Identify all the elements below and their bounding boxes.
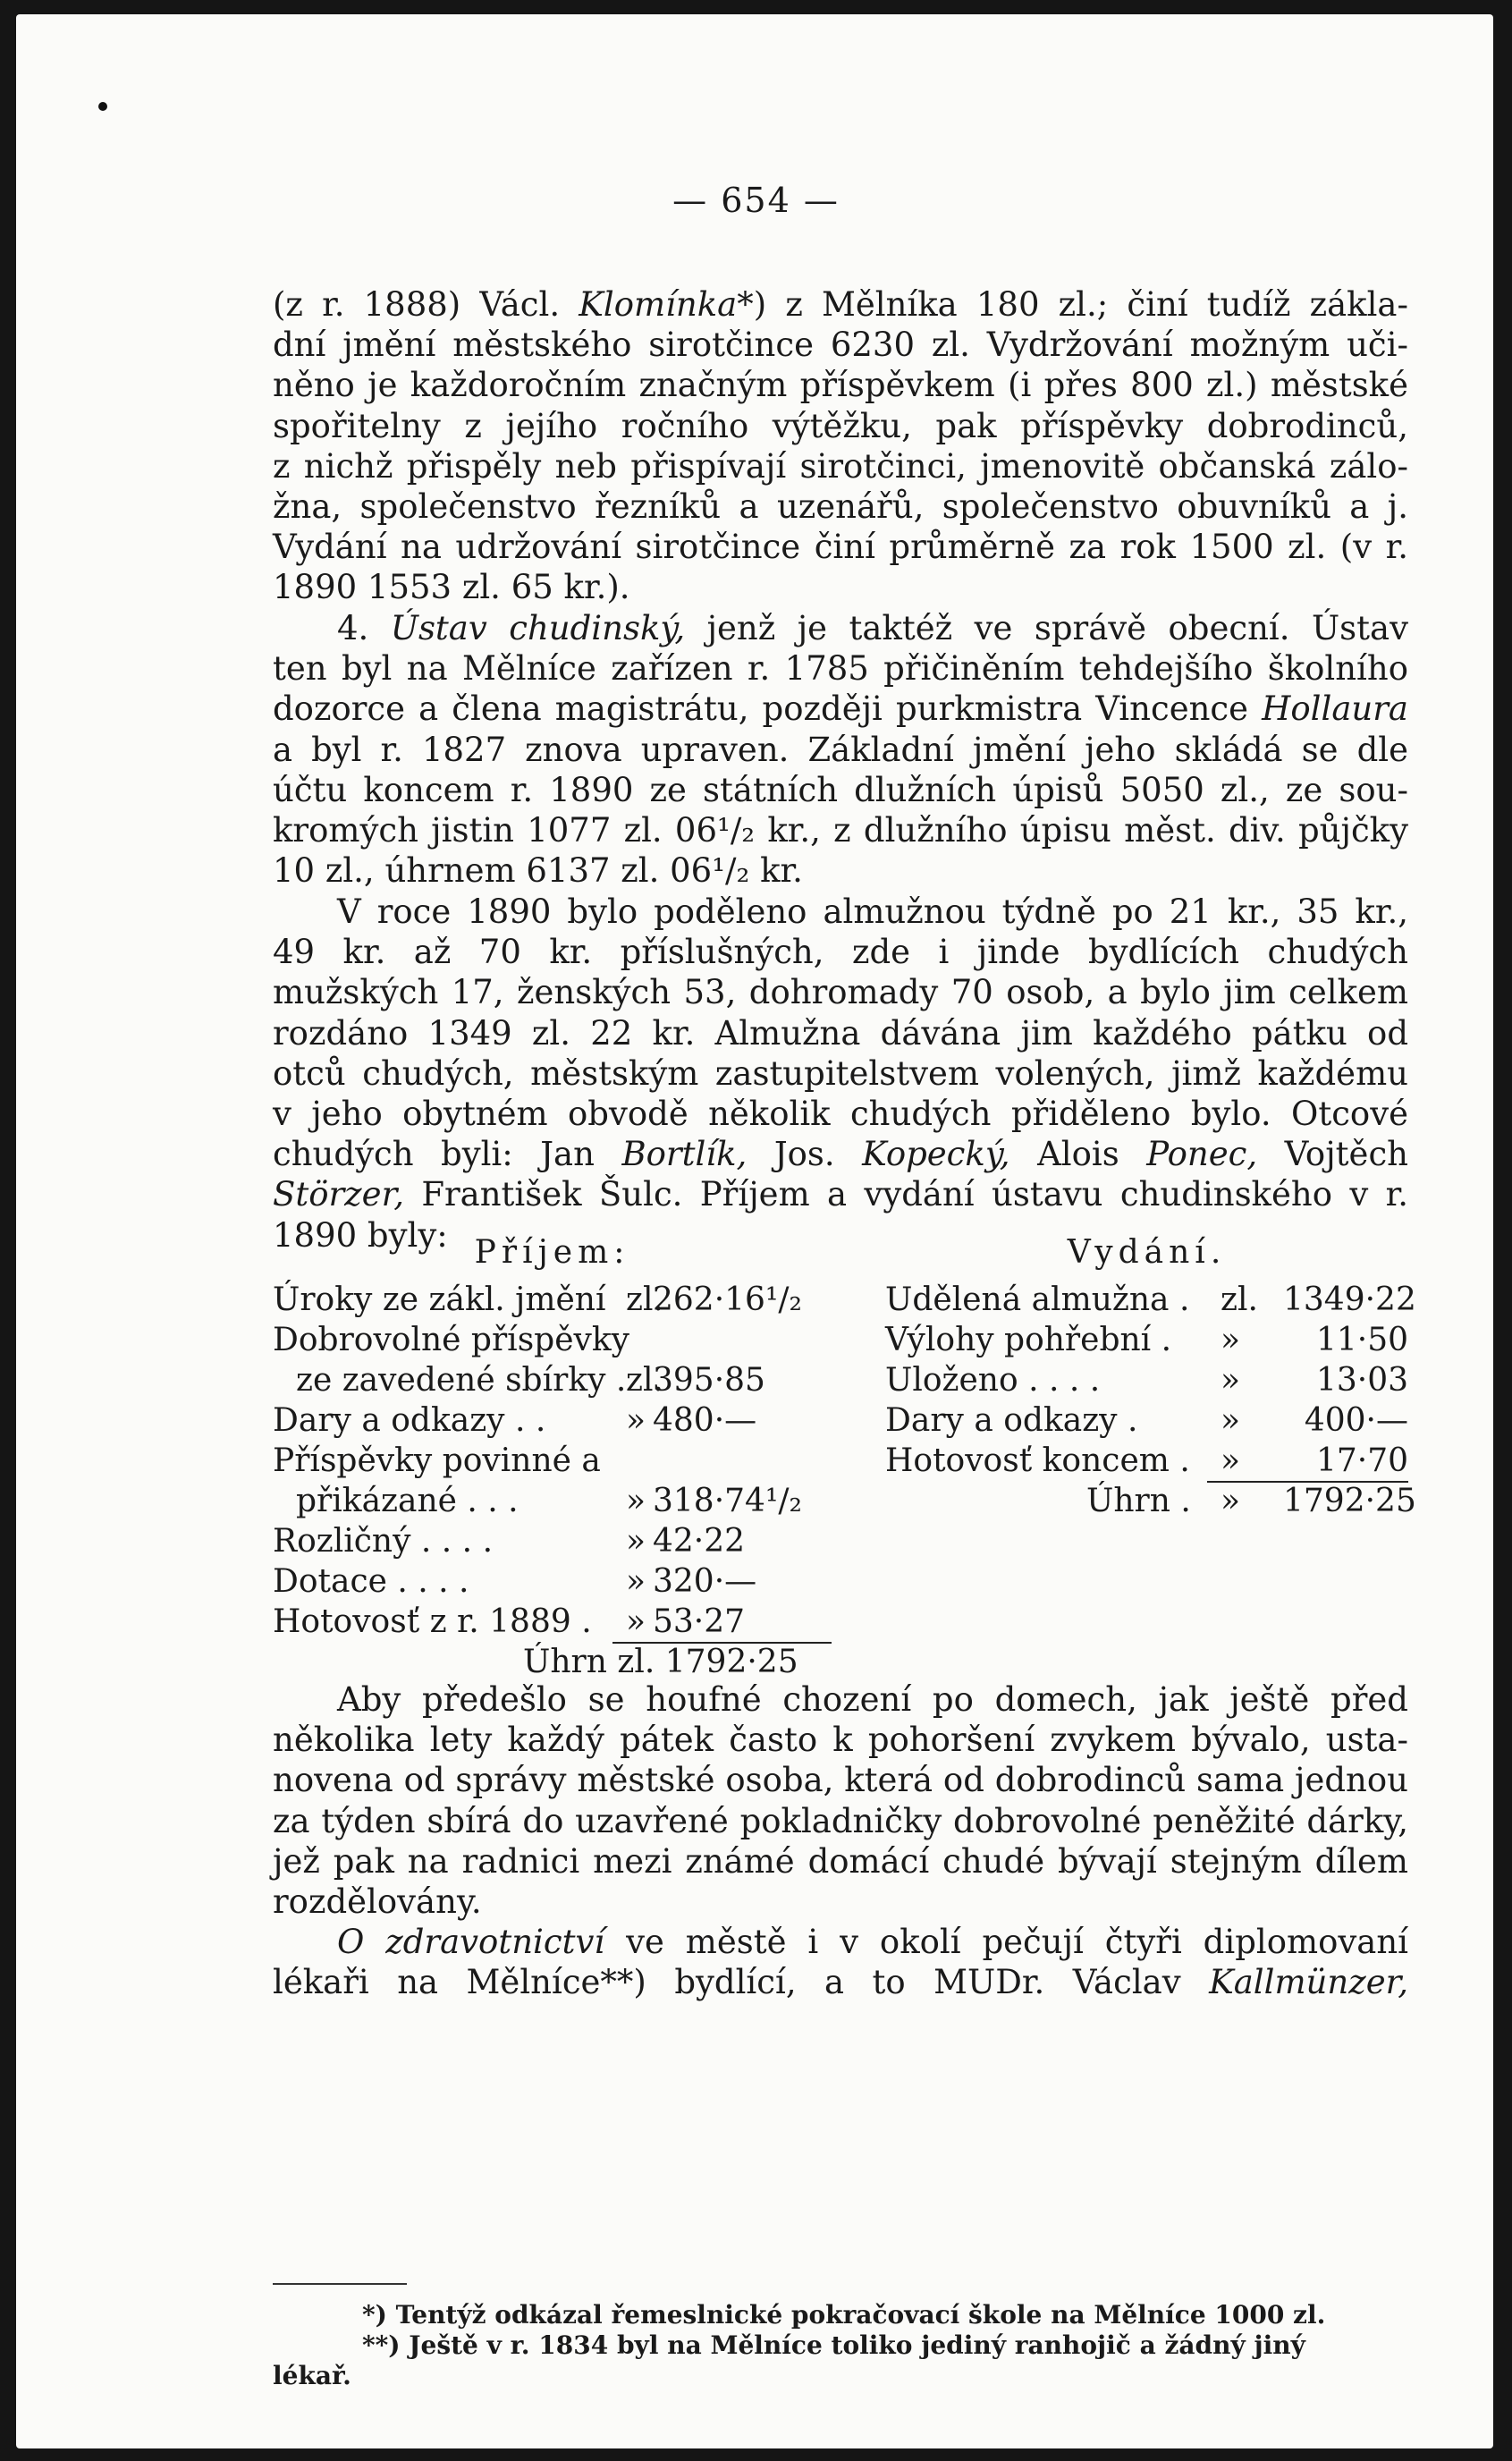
expense-total-currency: » (1221, 1483, 1241, 1519)
text-line: Störzer, František Šulc. Příjem a vydání ústavu chudinského v r. (273, 1175, 1408, 1214)
accounts-section (273, 1232, 1416, 1680)
row-currency: » (1221, 1442, 1241, 1479)
text-line: chudých byli: Jan Bortlík, Jos. Kopecký, Alois Ponec, Vojtěch (273, 1135, 1408, 1174)
text-line: novena od správy městské osoba, která od dobrodinců sama jednou (273, 1761, 1408, 1800)
income-total: Úhrn zl. 1792·25 (523, 1644, 798, 1680)
row-label: přikázané . . . (296, 1483, 519, 1519)
page-number: — 654 — (672, 181, 840, 220)
row-currency: » (626, 1523, 646, 1560)
text-line: 1890 byly: (273, 1215, 448, 1255)
text-line: dní jmění městského sirotčince 6230 zl. Vydržování možným uči- (273, 326, 1408, 365)
row-label: Výlohy pohřební . (885, 1322, 1172, 1358)
table-row (885, 1360, 1408, 1400)
text-line: jež pak na radnici mezi známé domácí chudé bývají stejným dílem (273, 1841, 1408, 1881)
row-currency: » (626, 1603, 646, 1640)
table-row (273, 1521, 832, 1561)
text-line: v jeho obytném obvodě několik chudých přiděleno bylo. Otcové (273, 1095, 1408, 1134)
row-amount: 318·74¹/₂ (653, 1483, 802, 1519)
text-line: 10 zl., úhrnem 6137 zl. 06¹/₂ kr. (273, 851, 803, 891)
row-amount: 11·50 (1315, 1322, 1408, 1358)
row-label: Udělená almužna . (885, 1281, 1190, 1318)
income-total-row (273, 1642, 832, 1682)
paragraph-health (273, 1922, 1408, 2002)
row-label: Dotace . . . . (273, 1563, 469, 1600)
paragraph-orphanage (273, 284, 1408, 608)
expense-heading: Vydání. (1067, 1234, 1227, 1271)
text-line: lékaři na Mělníce**) bydlící, a to MUDr. Václav Kallmünzer, (273, 1963, 1408, 2002)
row-currency: » (626, 1563, 646, 1600)
text-line: mužských 17, ženských 53, dohromady 70 osob, a bylo jim celkem (273, 973, 1408, 1012)
row-amount: 262·16¹/₂ (653, 1281, 802, 1318)
row-currency: » (1221, 1362, 1241, 1399)
row-label: ze zavedené sbírky . (296, 1362, 627, 1399)
row-amount: 13·03 (1315, 1362, 1408, 1399)
row-label: Dary a odkazy . . (273, 1402, 546, 1439)
table-row (273, 1441, 832, 1481)
expense-table (885, 1232, 1416, 1521)
row-currency: » (1221, 1402, 1241, 1439)
text-line: ten byl na Mělníce zařízen r. 1785 přičiněním tehdejšího školního (273, 649, 1408, 689)
ink-speck (98, 102, 107, 111)
row-amount: 1349·22 (1283, 1281, 1416, 1318)
footnotes (273, 2300, 1408, 2391)
table-row (885, 1400, 1408, 1441)
row-label: Rozličný . . . . (273, 1523, 494, 1560)
table-row (885, 1441, 1408, 1481)
row-currency: » (626, 1402, 646, 1439)
text-line: 4. Ústav chudinský, jenž je taktéž ve správě obecní. Ústav (337, 609, 1408, 647)
text-line: V roce 1890 bylo poděleno almužnou týdně po 21 kr., 35 kr., (337, 892, 1408, 931)
text-line: (z r. 1888) Václ. Klomínka*) z Mělníka 180 zl.; činí tudíž zákla- (273, 285, 1408, 324)
table-row (273, 1481, 832, 1521)
paragraph-collection (273, 1679, 1408, 1922)
row-currency: » (626, 1483, 646, 1519)
text-line: Aby předešlo se houfné chození po domech, jak ještě před (337, 1680, 1408, 1719)
footnote-2: **) Ještě v r. 1834 byl na Mělníce toliko jediný ranhojič a žádný jiný (362, 2330, 1305, 2360)
text-line: z nichž přispěly neb přispívají sirotčinci, jmenovitě občanská zálo- (273, 446, 1408, 486)
footnote-1: *) Tentýž odkázal řemeslnické pokračovací škole na Mělníce 1000 zl. (362, 2300, 1326, 2330)
paragraph-alms (273, 892, 1408, 1256)
income-table (273, 1232, 832, 1682)
row-currency: zl. (1221, 1281, 1258, 1318)
text-line: žna, společenstvo řezníků a uzenářů, společenstvo obuvníků a j. (273, 487, 1408, 527)
table-row (273, 1602, 832, 1642)
row-amount: 42·22 (653, 1523, 746, 1560)
table-row (273, 1400, 832, 1441)
expense-total-label: Úhrn . (1086, 1483, 1191, 1519)
text-line: několika lety každý pátek často k pohoršení zvykem bývalo, usta- (273, 1721, 1408, 1760)
table-row (273, 1280, 832, 1320)
expense-total-amount: 1792·25 (1283, 1483, 1416, 1519)
expense-total-row (885, 1481, 1416, 1521)
text-line: dozorce a člena magistrátu, později purkmistra Vincence Hollaura (273, 689, 1408, 729)
row-label: Dobrovolné příspěvky (273, 1322, 630, 1358)
text-line: Vydání na udržování sirotčince činí průměrně za rok 1500 zl. (v r. (273, 528, 1408, 567)
text-line: kromých jistin 1077 zl. 06¹/₂ kr., z dlužního úpisu měst. div. půjčky (273, 811, 1408, 850)
footnote-2-cont: lékař. (273, 2361, 351, 2390)
text-line: za týden sbírá do uzavřené pokladničky dobrovolné peněžité dárky, (273, 1801, 1408, 1840)
text-line: 1890 1553 zl. 65 kr.). (273, 568, 630, 607)
row-label: Hotovosť z r. 1889 . (273, 1603, 592, 1640)
row-label: Hotovosť koncem . (885, 1442, 1190, 1479)
row-currency: » (1221, 1322, 1241, 1358)
row-amount: 53·27 (653, 1603, 746, 1640)
table-row (885, 1280, 1416, 1320)
row-label: Příspěvky povinné a (273, 1442, 601, 1479)
text-line: O zdravotnictví ve městě i v okolí pečují čtyři diplomovaní (337, 1923, 1408, 1961)
text-line: otců chudých, městským zastupitelstvem volených, jimž každému (273, 1053, 1408, 1093)
text-line: účtu koncem r. 1890 ze státních dlužních úpisů 5050 zl., ze sou- (273, 770, 1408, 809)
text-line: rozdáno 1349 zl. 22 kr. Almužna dávána jim každého pátku od (273, 1013, 1408, 1053)
row-currency: zl. (626, 1281, 663, 1318)
row-amount: 395·85 (653, 1362, 765, 1399)
table-row (273, 1360, 832, 1400)
paragraph-poor-institute (273, 608, 1408, 891)
row-amount: 320·— (653, 1563, 757, 1600)
table-row (273, 1320, 832, 1360)
row-amount: 17·70 (1315, 1442, 1408, 1479)
text-line: něno je každoročním značným příspěvkem (i přes 800 zl.) městské (273, 366, 1408, 405)
table-row (885, 1320, 1408, 1360)
row-label: Dary a odkazy . (885, 1402, 1138, 1439)
income-heading: Příjem: (474, 1234, 630, 1271)
row-amount: 400·— (1304, 1402, 1408, 1439)
row-amount: 480·— (653, 1402, 757, 1439)
footnote-rule (273, 2283, 407, 2285)
text-line: 49 kr. až 70 kr. příslušných, zde i jinde bydlících chudých (273, 933, 1408, 972)
text-line: a byl r. 1827 znova upraven. Základní jmění jeho skládá se dle (273, 730, 1408, 769)
text-line: spořitelny z jejího ročního výtěžku, pak příspěvky dobrodinců, (273, 406, 1408, 445)
row-currency: zl. (626, 1362, 663, 1399)
text-line: rozdělovány. (273, 1882, 482, 1922)
table-row (273, 1561, 832, 1602)
row-label: Úroky ze zákl. jmění (273, 1281, 606, 1318)
row-label: Uloženo . . . . (885, 1362, 1101, 1399)
